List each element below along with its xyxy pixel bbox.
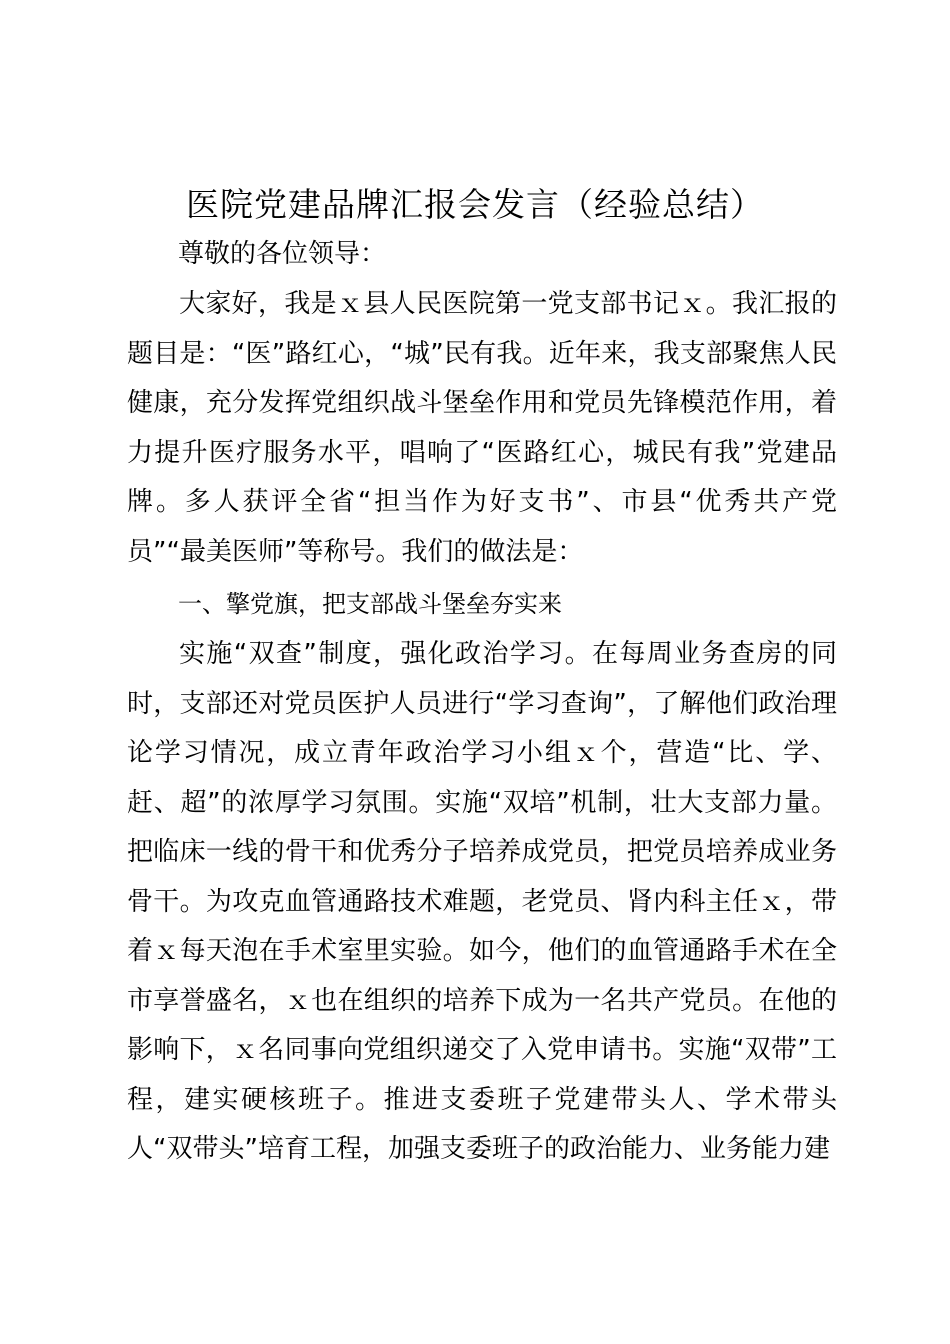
section-heading: 一、擎党旗，把支部战斗堡垒夯实来: [178, 590, 562, 618]
salutation: 尊敬的各位领导：: [178, 239, 387, 269]
document-title: 医院党建品牌汇报会发言（经验总结）: [186, 185, 764, 224]
paragraph-intro: 大家好，我是ｘ县人民医院第一党支部书记ｘ。我汇报的题目是：“医”路红心，“城”民有我。近年来，我支部聚焦人民健康，充分发挥党组织战斗堡垒作用和党员先锋模范作用，着力提升医疗服务水平，唱响了“医路红心，城民有我”党建品牌。多人获评全省“担当作为好支书”、市县“优秀共产党员”“最美医师”等称号。我们的做法是：: [127, 289, 837, 567]
paragraph-body: 实施“双查”制度，强化政治学习。在每周业务查房的同时，支部还对党员医护人员进行“学习查询”，了解他们政治理论学习情况，成立青年政治学习小组ｘ个，营造“比、学、赶、超”的浓厚学习氛围。实施“双培”机制，壮大支部力量。把临床一线的骨干和优秀分子培养成党员，把党员培养成业务骨干。为攻克血管通路技术难题，老党员、肾内科主任ｘ，带着ｘ每天泡在手术室里实验。如今，他们的血管通路手术在全市享誉盛名，ｘ也在组织的培养下成为一名共产党员。在他的影响下，ｘ名同事向党组织递交了入党申请书。实施“双带”工程，建实硬核班子。推进支委班子党建带头人、学术带头人“双带头”培育工程，加强支委班子的政治能力、业务能力建: [127, 639, 837, 1164]
